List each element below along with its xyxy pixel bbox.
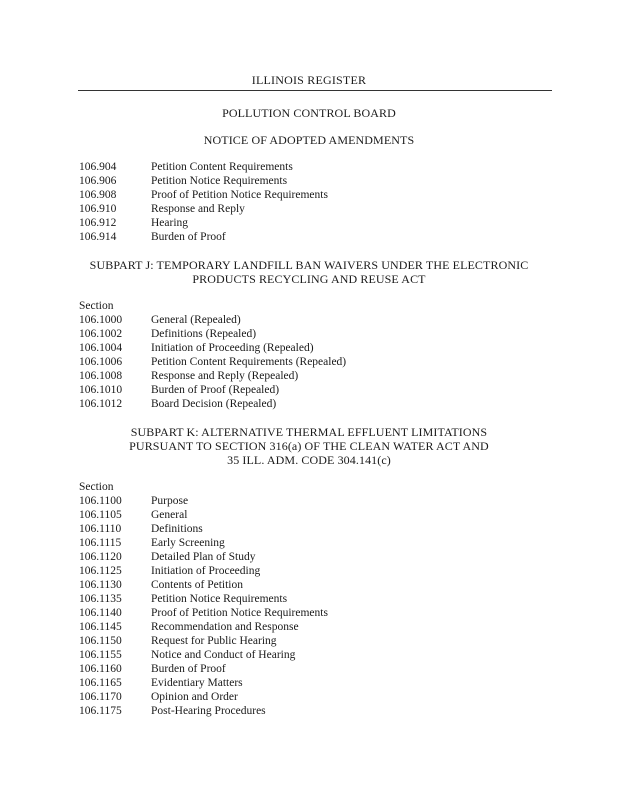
section-row	[79, 202, 245, 216]
section-title: Petition Content Requirements (Repealed)	[151, 356, 347, 368]
section-number: 106.1110	[79, 523, 122, 535]
section-number: 106.1170	[79, 691, 122, 703]
section-number: 106.1100	[79, 495, 122, 507]
section-number: 106.904	[79, 161, 117, 173]
section-row	[79, 494, 188, 508]
section-row	[79, 564, 260, 578]
section-title: Recommendation and Response	[151, 621, 299, 633]
section-title: Proof of Petition Notice Requirements	[151, 189, 328, 201]
section-title: Early Screening	[151, 537, 225, 549]
section-number: 106.1002	[79, 328, 123, 340]
section-title: Post-Hearing Procedures	[151, 705, 266, 717]
agency-name: POLLUTION CONTROL BOARD	[222, 106, 396, 120]
section-number: 106.1175	[79, 705, 122, 717]
section-row	[79, 397, 276, 411]
section-row	[79, 216, 188, 230]
section-number: 106.1115	[79, 537, 122, 549]
section-row	[79, 341, 314, 355]
header-rule	[78, 90, 552, 91]
section-label: Section	[79, 481, 114, 493]
section-row	[79, 550, 255, 564]
section-row	[79, 634, 277, 648]
section-title: Hearing	[151, 217, 189, 229]
section-title: Initiation of Proceeding	[151, 565, 261, 577]
section-row	[79, 704, 266, 718]
section-number: 106.912	[79, 217, 117, 229]
subpart-k-heading-line1: SUBPART K: ALTERNATIVE THERMAL EFFLUENT LIMITATIONS	[130, 425, 488, 439]
subpart-k-heading-line2: PURSUANT TO SECTION 316(a) OF THE CLEAN WATER ACT AND	[129, 439, 489, 453]
section-title: Petition Content Requirements	[151, 161, 293, 173]
section-title: Response and Reply	[151, 203, 245, 215]
section-row	[79, 230, 226, 244]
section-title: Burden of Proof (Repealed)	[151, 384, 280, 396]
section-number: 106.1135	[79, 593, 122, 605]
section-row	[79, 383, 279, 397]
section-row	[79, 592, 287, 606]
section-row	[79, 313, 241, 327]
section-row	[79, 578, 243, 592]
section-number: 106.908	[79, 189, 117, 201]
section-row	[79, 536, 225, 550]
section-title: Detailed Plan of Study	[151, 551, 256, 563]
section-title: Opinion and Order	[151, 691, 238, 703]
section-title: General (Repealed)	[151, 314, 241, 326]
section-row	[79, 690, 238, 704]
section-number: 106.906	[79, 175, 117, 187]
subpart-j-heading-line2: PRODUCTS RECYCLING AND REUSE ACT	[192, 272, 426, 286]
section-row	[79, 676, 243, 690]
section-row	[79, 648, 295, 662]
subpart-k-heading-line3: 35 ILL. ADM. CODE 304.141(c)	[227, 453, 391, 467]
section-number: 106.1160	[79, 663, 122, 675]
section-number: 106.910	[79, 203, 117, 215]
subpart-j-heading-line1: SUBPART J: TEMPORARY LANDFILL BAN WAIVERS UNDER THE ELECTRONIC	[89, 258, 529, 272]
section-title: Notice and Conduct of Hearing	[151, 649, 296, 661]
section-number: 106.1008	[79, 370, 123, 382]
section-number: 106.1004	[79, 342, 123, 354]
section-row	[79, 160, 293, 174]
section-row	[79, 522, 203, 536]
section-row	[79, 508, 187, 522]
section-title: General	[151, 509, 188, 521]
section-row	[79, 369, 298, 383]
section-number: 106.914	[79, 231, 117, 243]
section-title: Definitions	[151, 523, 203, 535]
notice-title: NOTICE OF ADOPTED AMENDMENTS	[203, 133, 415, 147]
section-label: Section	[79, 300, 114, 312]
section-title: Burden of Proof	[151, 231, 226, 243]
section-title: Initiation of Proceeding (Repealed)	[151, 342, 314, 354]
section-number: 106.1140	[79, 607, 122, 619]
section-row	[79, 188, 328, 202]
section-number: 106.1120	[79, 551, 122, 563]
section-row	[79, 620, 299, 634]
section-title: Definitions (Repealed)	[151, 328, 257, 340]
section-number: 106.1155	[79, 649, 122, 661]
section-title: Petition Notice Requirements	[151, 175, 288, 187]
section-number: 106.1125	[79, 565, 122, 577]
section-number: 106.1010	[79, 384, 123, 396]
section-row	[79, 355, 346, 369]
section-title: Board Decision (Repealed)	[151, 398, 277, 410]
section-row	[79, 662, 226, 676]
section-title: Proof of Petition Notice Requirements	[151, 607, 328, 619]
section-title: Contents of Petition	[151, 579, 243, 591]
section-row	[79, 606, 328, 620]
section-title: Petition Notice Requirements	[151, 593, 288, 605]
section-row	[79, 327, 256, 341]
register-title: ILLINOIS REGISTER	[251, 73, 367, 87]
section-number: 106.1165	[79, 677, 122, 689]
section-title: Request for Public Hearing	[151, 635, 277, 647]
section-title: Evidentiary Matters	[151, 677, 243, 689]
section-title: Response and Reply (Repealed)	[151, 370, 299, 382]
section-number: 106.1150	[79, 635, 122, 647]
section-number: 106.1006	[79, 356, 123, 368]
section-number: 106.1000	[79, 314, 123, 326]
section-number: 106.1105	[79, 509, 122, 521]
section-number: 106.1130	[79, 579, 122, 591]
section-title: Purpose	[151, 495, 189, 507]
section-title: Burden of Proof	[151, 663, 226, 675]
section-number: 106.1145	[79, 621, 122, 633]
section-row	[79, 174, 287, 188]
section-number: 106.1012	[79, 398, 123, 410]
